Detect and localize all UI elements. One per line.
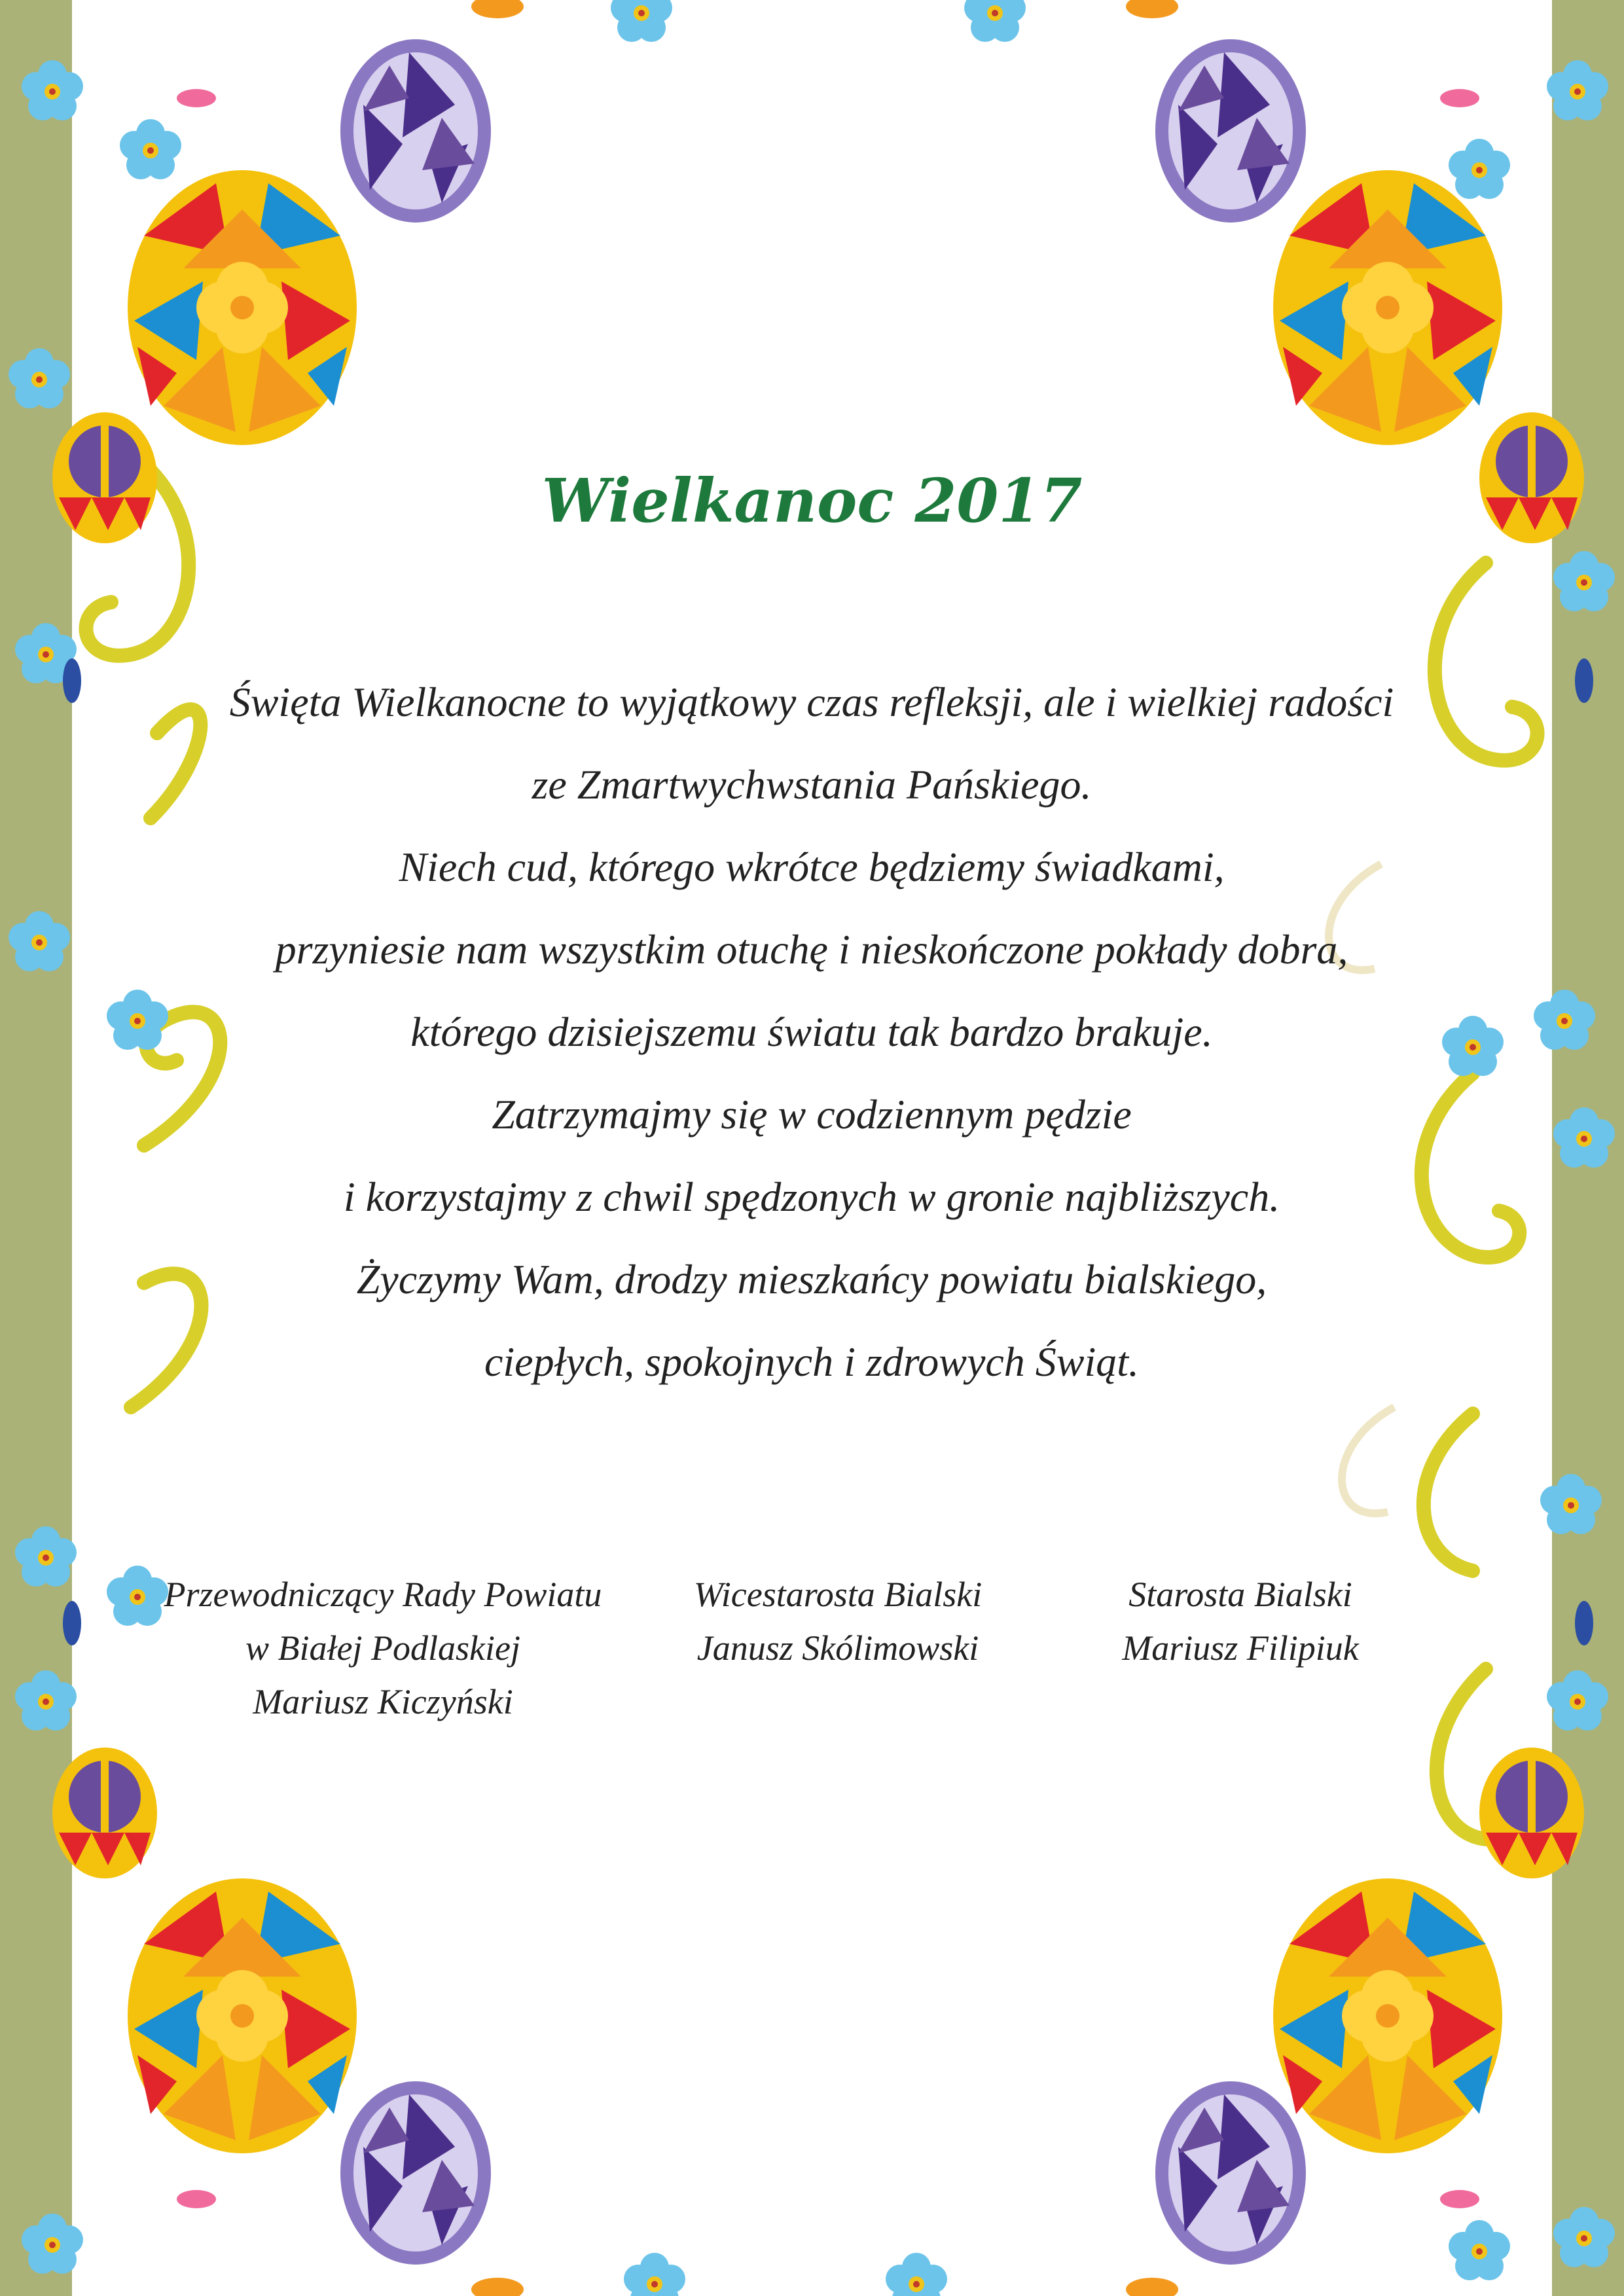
signature-role-location: w Białej Podlaskiej (245, 1628, 520, 1668)
message-line: którego dzisiejszemu światu tak bardzo brakuje. (410, 1009, 1213, 1055)
message-line: ze Zmartwychwstania Pańskiego. (532, 761, 1092, 808)
purple-oval-egg-icon (340, 2081, 491, 2265)
signature-starost (1060, 1568, 1420, 1675)
signature-deputy-starost (655, 1568, 1021, 1675)
signature-name: Mariusz Kiczyński (253, 1682, 513, 1721)
signatures-block (0, 1568, 1624, 1738)
signature-role: Wicestarosta Bialski (693, 1575, 983, 1614)
card-title: Wielkanoc 2017 (541, 465, 1083, 536)
yellow-mosaic-egg-icon (128, 1878, 357, 2153)
message-line: Życzymy Wam, drodzy mieszkańcy powiatu bialskiego, (356, 1256, 1267, 1302)
yellow-mosaic-egg-icon (128, 170, 357, 445)
purple-striped-egg-icon (52, 1748, 157, 1878)
purple-oval-egg-icon (340, 39, 491, 223)
message-line: Zatrzymajmy się w codziennym pędzie (492, 1091, 1132, 1138)
message-line: ciepłych, spokojnych i zdrowych Świąt. (484, 1338, 1140, 1385)
signature-council-chairman (157, 1568, 609, 1729)
purple-oval-egg-icon (1155, 2081, 1306, 2265)
signature-role: Starosta Bialski (1128, 1575, 1352, 1614)
greeting-message (216, 661, 1407, 1403)
message-line: przyniesie nam wszystkim otuchę i nieskończone pokłady dobra, (275, 926, 1348, 973)
purple-oval-egg-icon (1155, 39, 1306, 223)
message-line: i korzystajmy z chwil spędzonych w gronie najbliższych. (343, 1174, 1280, 1220)
yellow-mosaic-egg-icon (1273, 170, 1502, 445)
message-line: Święta Wielkanocne to wyjątkowy czas refleksji, ale i wielkiej radości (229, 679, 1394, 725)
signature-name: Mariusz Filipiuk (1122, 1628, 1359, 1668)
yellow-mosaic-egg-icon (1273, 1878, 1502, 2153)
message-line: Niech cud, którego wkrótce będziemy świadkami, (399, 844, 1225, 890)
signature-role: Przewodniczący Rady Powiatu (164, 1575, 602, 1614)
purple-striped-egg-icon (1479, 1748, 1584, 1878)
signature-name: Janusz Skólimowski (696, 1628, 979, 1668)
